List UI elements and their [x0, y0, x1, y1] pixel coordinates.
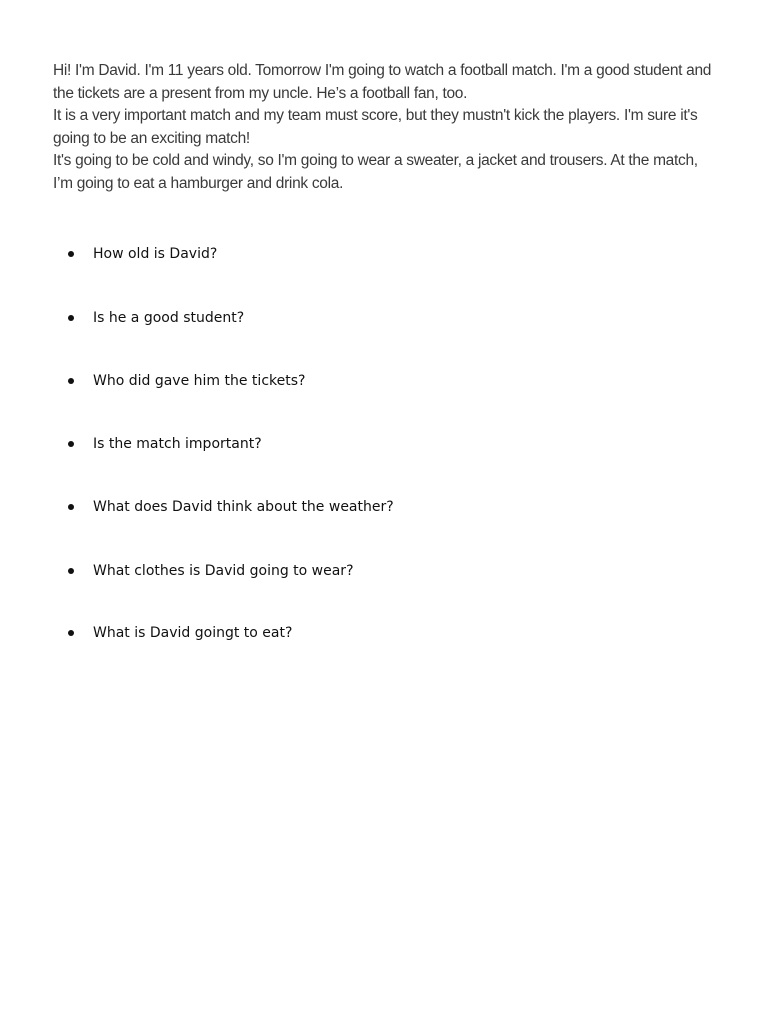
question-text: What is David goingt to eat?	[93, 625, 293, 641]
question-item	[0, 560, 700, 582]
question-item	[0, 243, 700, 265]
question-item	[0, 622, 700, 644]
bullet-icon	[68, 378, 74, 384]
question-text: How old is David?	[93, 246, 218, 262]
question-text: Is the match important?	[93, 436, 262, 452]
question-text: What does David think about the weather?	[93, 499, 394, 515]
bullet-icon	[68, 504, 74, 510]
question-item	[0, 496, 700, 518]
question-text: What clothes is David going to wear?	[93, 563, 354, 579]
bullet-icon	[68, 568, 74, 574]
question-text: Is he a good student?	[93, 310, 245, 326]
bullet-icon	[68, 315, 74, 321]
question-item	[0, 433, 700, 455]
bullet-icon	[68, 441, 74, 447]
bullet-icon	[68, 251, 74, 257]
question-text: Who did gave him the tickets?	[93, 373, 306, 389]
passage-paragraph: Hi! I'm David. I'm 11 years old. Tomorrow I'm going to watch a football match. I'm a good student and the tickets are a present from my uncle. He’s a football fan, too.	[53, 62, 712, 102]
reading-passage	[53, 60, 713, 195]
question-item	[0, 370, 700, 392]
passage-paragraph: It is a very important match and my team must score, but they mustn't kick the players. I'm sure it's going to be an exciting match!	[53, 107, 698, 147]
bullet-icon	[68, 630, 74, 636]
question-item	[0, 307, 700, 329]
passage-paragraph: It's going to be cold and windy, so I'm going to wear a sweater, a jacket and trousers. At the match, I’m going to eat a hamburger and drink cola.	[53, 152, 698, 192]
